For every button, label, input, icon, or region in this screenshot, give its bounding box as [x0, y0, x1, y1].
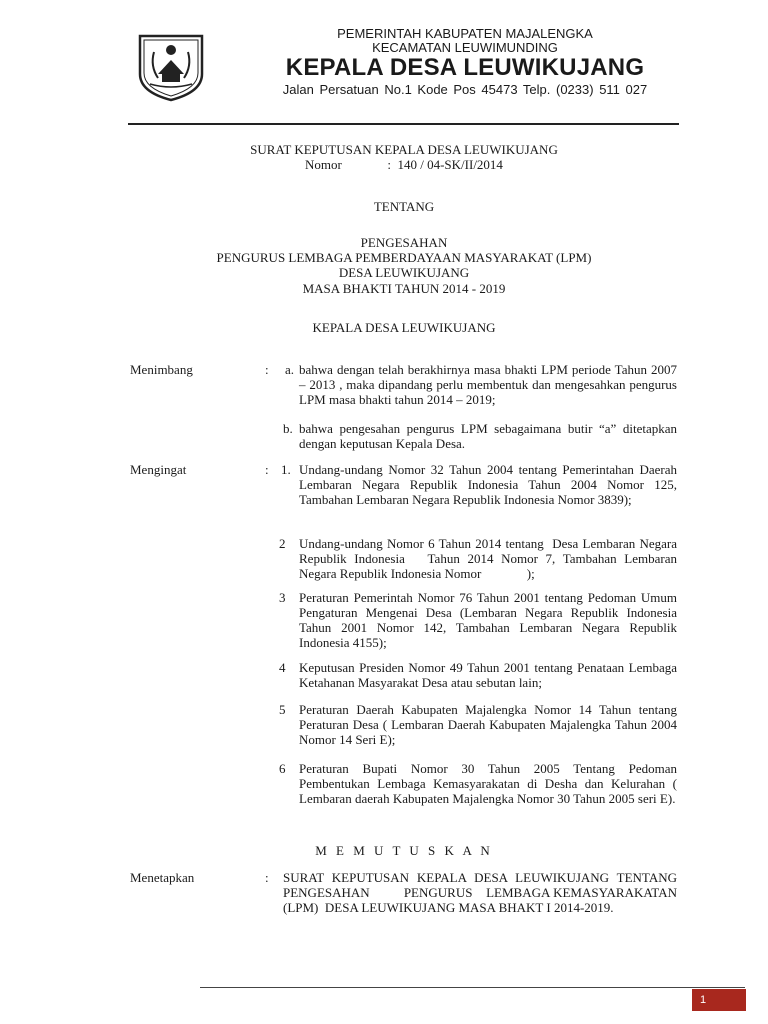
government-name: PEMERINTAH KABUPATEN MAJALENGKA	[337, 26, 593, 41]
letterhead-divider	[128, 123, 679, 125]
menimbang-label: Menimbang	[130, 362, 193, 377]
mengingat-marker-5: 5	[279, 702, 286, 717]
mengingat-marker-3: 3	[279, 590, 286, 605]
office-address: Jalan Persatuan No.1 Kode Pos 45473 Telp. (0233) 511 027	[282, 82, 648, 97]
mengingat-item-6: Peraturan Bupati Nomor 30 Tahun 2005 Tentang Pedoman Pembentukan Lembaga Kemasyarakatan di Desha dan Kelurahan ( Lembaran daerah Kabupaten Majalengka Nomor 30 Tahun 2005 seri E).	[299, 761, 677, 806]
mengingat-item-3: Peraturan Pemerintah Nomor 76 Tahun 2001 tentang Pedoman Umum Pengaturan Mengenai Desa (Lembaran Negara Republik Indonesia Tahun 2001 Nomor 142, Tambahan Lembaran Negara Republik Indonesia 4155);	[299, 590, 677, 650]
subject-line-2: PENGURUS LEMBAGA PEMBERDAYAAN MASYARAKAT (LPM)	[216, 250, 592, 265]
mengingat-item-5: Peraturan Daerah Kabupaten Majalengka Nomor 14 Tahun tentang Peraturan Desa ( Lembaran Daerah Kabupaten Majalengka Tahun 2004 Nomor 14 Seri E);	[299, 702, 677, 747]
menimbang-item-a: bahwa dengan telah berakhirnya masa bhakti LPM periode Tahun 2007 – 2013 , maka dipandang perlu membentuk dan mengesahkan pengurus LPM masa bhakti tahun 2014 – 2019;	[299, 362, 677, 407]
mengingat-marker-1: 1.	[281, 462, 291, 477]
menetapkan-label: Menetapkan	[130, 870, 195, 885]
subject-line-3: DESA LEUWIKUJANG	[338, 265, 470, 280]
mengingat-label: Mengingat	[130, 462, 187, 477]
menimbang-item-b: bahwa pengesahan pengurus LPM sebagaimana butir “a” ditetapkan dengan keputusan Kepala Desa.	[299, 421, 677, 451]
menimbang-colon: :	[265, 362, 269, 377]
page-number-badge	[692, 989, 746, 1011]
mengingat-colon: :	[265, 462, 269, 477]
subject-line-1: PENGESAHAN	[360, 235, 448, 250]
mengingat-marker-6: 6	[279, 761, 286, 776]
footer-divider	[200, 987, 745, 988]
tentang-heading: TENTANG	[373, 199, 435, 214]
regency-emblem-logo	[136, 30, 206, 102]
menetapkan-text: SURAT KEPUTUSAN KEPALA DESA LEUWIKUJANG TENTANG PENGESAHAN PENGURUS LEMBAGA KEMASYARAKATAN (LPM) DESA LEUWIKUJANG MASA BHAKT I 2014-2019.	[283, 870, 690, 915]
mengingat-marker-2: 2	[279, 536, 286, 551]
memutuskan-heading: M E M U T U S K A N	[315, 843, 493, 858]
mengingat-item-2: Undang-undang Nomor 6 Tahun 2014 tentang Desa Lembaran Negara Republik Indonesia Tahun 2014 Nomor 7, Tambahan Lembaran Negara Republik Indonesia Nomor );	[299, 536, 681, 581]
decree-heading: SURAT KEPUTUSAN KEPALA DESA LEUWIKUJANG	[250, 142, 558, 157]
menetapkan-colon: :	[265, 870, 269, 885]
menimbang-marker-a: a.	[285, 362, 295, 377]
issuer-heading: KEPALA DESA LEUWIKUJANG	[312, 320, 496, 335]
mengingat-item-4: Keputusan Presiden Nomor 49 Tahun 2001 tentang Penataan Lembaga Ketahanan Masyarakat Desa atau sebutan lain;	[299, 660, 677, 690]
decree-number: Nomor : 140 / 04-SK/II/2014	[305, 157, 503, 172]
village-head-title: KEPALA DESA LEUWIKUJANG	[285, 54, 645, 81]
mengingat-marker-4: 4	[279, 660, 286, 675]
subject-line-4: MASA BHAKTI TAHUN 2014 - 2019	[302, 281, 506, 296]
mengingat-item-1: Undang-undang Nomor 32 Tahun 2004 tentang Pemerintahan Daerah Lembaran Negara Republik Indonesia Tahun 2004 Nomor 125, Tambahan Lembaran Negara Republik Indonesia Nomor 3839);	[299, 462, 677, 507]
menimbang-marker-b: b.	[283, 421, 293, 436]
district-name: KECAMATAN LEUWIMUNDING	[372, 40, 558, 55]
page-number: 1	[700, 994, 707, 1006]
